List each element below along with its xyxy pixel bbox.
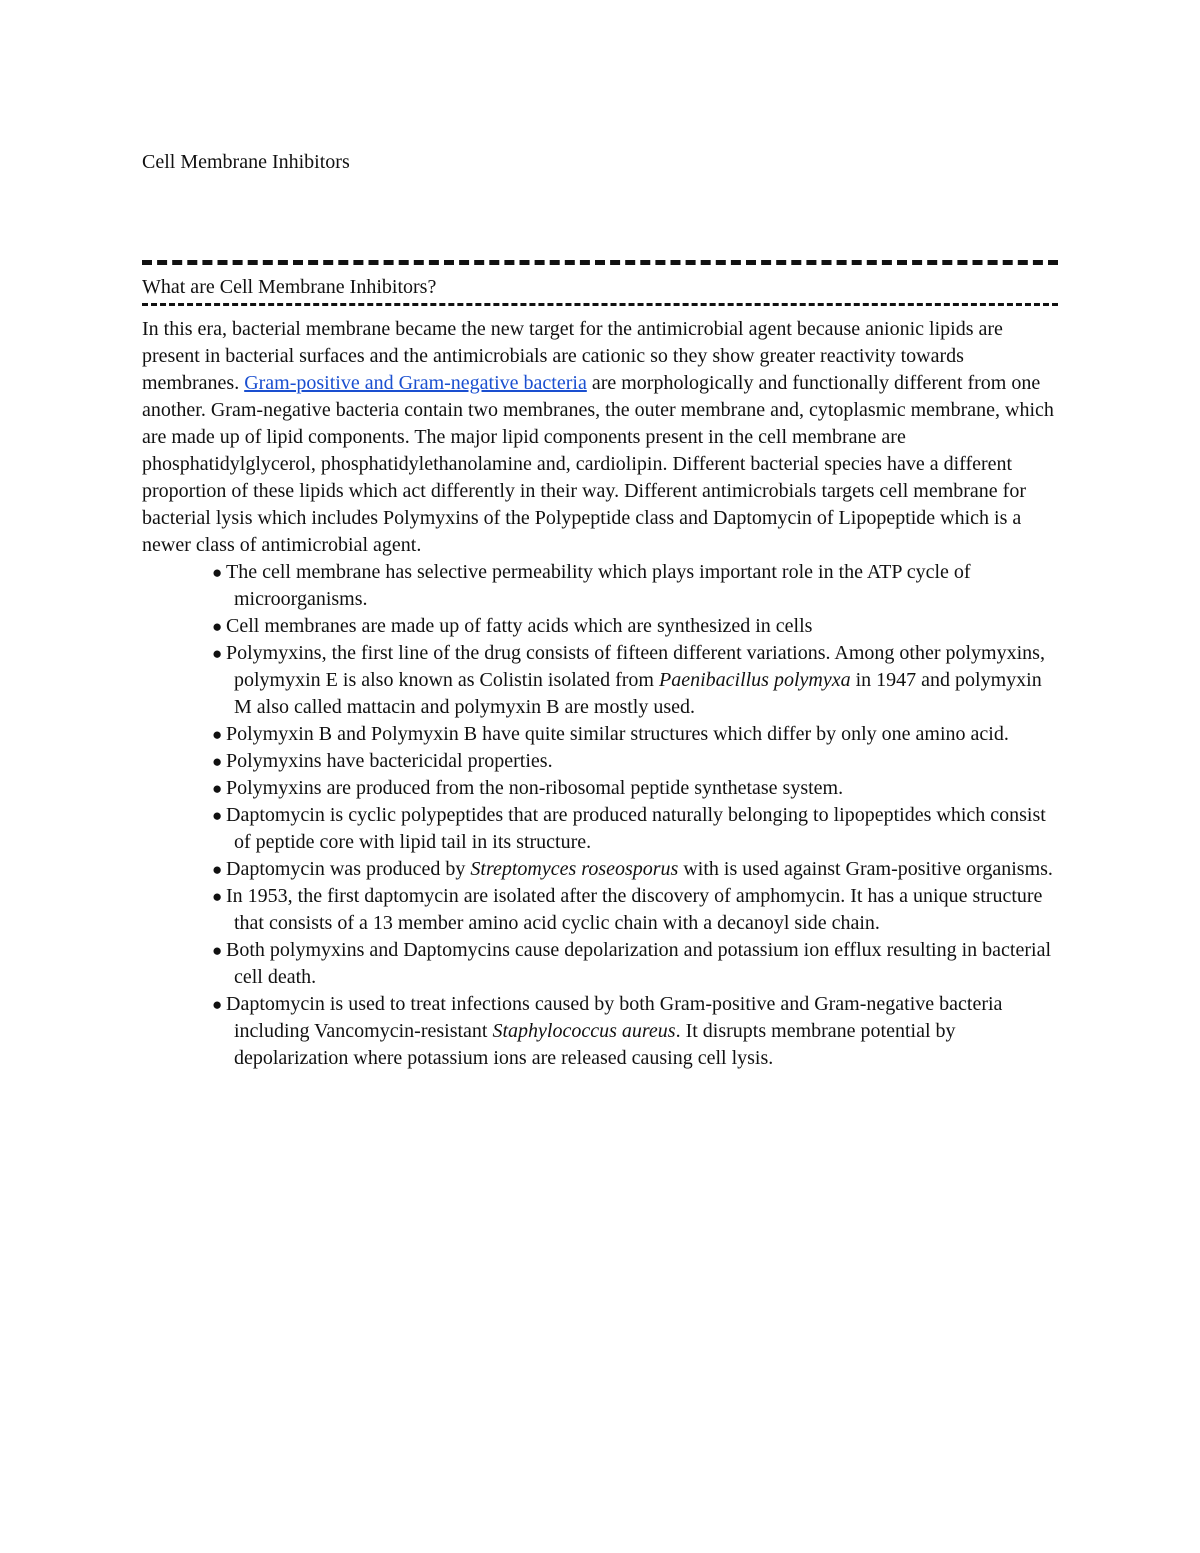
document-title: Cell Membrane Inhibitors	[142, 151, 350, 173]
list-item	[198, 559, 1062, 613]
species-name: Streptomyces roseosporus	[470, 858, 679, 880]
bullet-icon: ●	[212, 887, 223, 906]
list-item-text: Polymyxins, the first line of the drug consists of fifteen different variations. Among other polymyxins, polymyxin E is also known as Colistin isolated from	[226, 642, 1045, 691]
list-item-text: with is used against Gram-positive organisms.	[678, 858, 1053, 880]
dashed-divider	[142, 260, 1058, 265]
bullet-icon: ●	[212, 725, 223, 744]
bullet-icon: ●	[212, 752, 223, 771]
list-item	[198, 613, 1062, 640]
list-item	[198, 721, 1062, 748]
intro-text-end: are morphologically and functionally different from one another. Gram-negative bacteria contain two membranes, the outer membrane and, cytoplasmic membrane, which are made up of lipid components. The major lipid components present in the cell membrane are phosphatidylglycerol, phosphatidylethanolamine and, cardiolipin. Different bacterial species have a different proportion of these lipids which act differently in their way. Different antimicrobials targets cell membrane for bacterial lysis which includes Polymyxins of the Polypeptide class and Daptomycin of Lipopeptide which is a newer class of antimicrobial agent.	[142, 372, 1054, 556]
bullet-icon: ●	[212, 860, 223, 879]
intro-text-start: In this era, bacterial membrane became the new target for the antimicrobial agent because anionic lipids are present in bacterial surfaces and the antimicrobials are cationic so they show greater reactivity towards membranes.	[142, 318, 1003, 394]
section-heading: What are Cell Membrane Inhibitors?	[142, 273, 1058, 306]
list-item	[198, 937, 1062, 991]
gram-bacteria-link[interactable]: Gram-positive and Gram-negative bacteria	[244, 372, 587, 394]
list-item-text: Polymyxin B and Polymyxin B have quite similar structures which differ by only one amino acid.	[226, 723, 1009, 745]
bullet-icon: ●	[212, 995, 223, 1014]
document-body	[142, 316, 1062, 1072]
list-item-text: Polymyxins have bactericidal properties.	[226, 750, 553, 772]
list-item-text: The cell membrane has selective permeability which plays important role in the ATP cycle of microorganisms.	[226, 561, 971, 610]
list-item	[198, 640, 1062, 721]
list-item	[198, 775, 1062, 802]
list-item-text: Daptomycin was produced by	[226, 858, 471, 880]
bullet-icon: ●	[212, 563, 223, 582]
bullet-icon: ●	[212, 806, 223, 825]
list-item	[198, 802, 1062, 856]
intro-paragraph	[142, 316, 1062, 559]
list-item-text: . It disrupts membrane potential by depolarization where potassium ions are released causing cell lysis.	[234, 1020, 956, 1069]
list-item-text: in 1947 and polymyxin M also called mattacin and polymyxin B are mostly used.	[234, 669, 1042, 718]
list-item	[198, 883, 1062, 937]
bullet-list	[142, 559, 1062, 1072]
bullet-icon: ●	[212, 617, 223, 636]
list-item-text: Cell membranes are made up of fatty acids which are synthesized in cells	[226, 615, 813, 637]
species-name: Paenibacillus polymyxa	[658, 669, 851, 691]
list-item-text: Daptomycin is cyclic polypeptides that are produced naturally belonging to lipopeptides which consist of peptide core with lipid tail in its structure.	[226, 804, 1046, 853]
species-name: Staphylococcus aureus	[492, 1020, 676, 1042]
bullet-icon: ●	[212, 941, 223, 960]
list-item	[198, 991, 1062, 1072]
list-item-text: In 1953, the first daptomycin are isolated after the discovery of amphomycin. It has a unique structure that consists of a 13 member amino acid cyclic chain with a decanoyl side chain.	[226, 885, 1043, 934]
list-item-text: Both polymyxins and Daptomycins cause depolarization and potassium ion efflux resulting in bacterial cell death.	[226, 939, 1052, 988]
list-item-text: Polymyxins are produced from the non-ribosomal peptide synthetase system.	[226, 777, 844, 799]
list-item	[198, 856, 1062, 883]
list-item-text: Daptomycin is used to treat infections caused by both Gram-positive and Gram-negative bacteria including Vancomycin-resistant	[226, 993, 1003, 1042]
bullet-icon: ●	[212, 779, 223, 798]
list-item	[198, 748, 1062, 775]
bullet-icon: ●	[212, 644, 223, 663]
